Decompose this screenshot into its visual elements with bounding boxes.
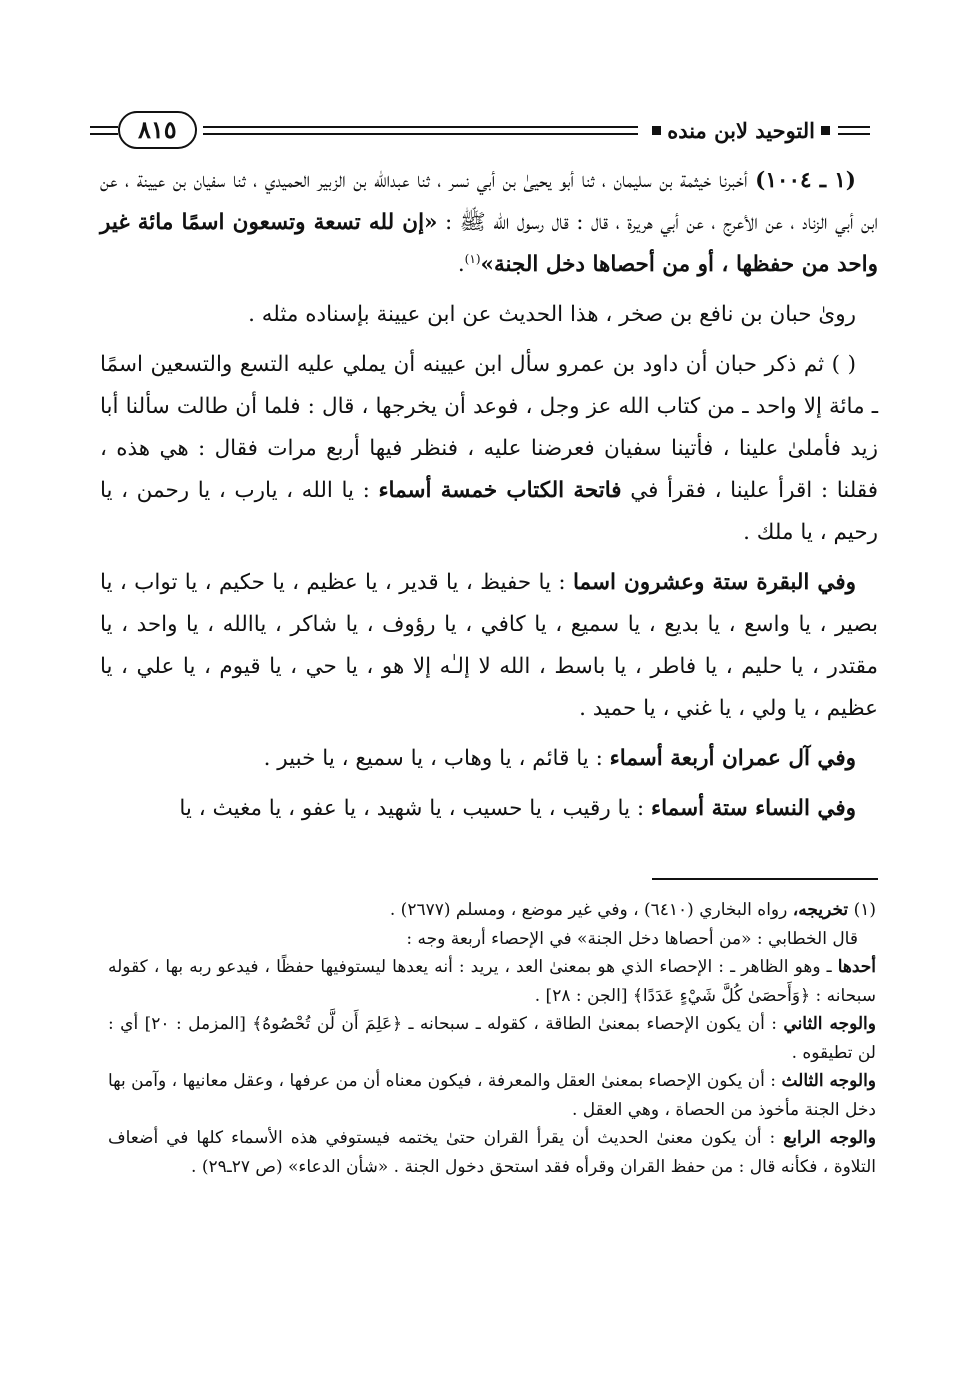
story-marker: ( ) — [831, 352, 856, 377]
nisa-paragraph — [100, 788, 878, 830]
footnote-1 — [108, 896, 876, 925]
footnote-divider — [652, 878, 878, 880]
first-aspect-label: أحدها — [837, 957, 876, 977]
footnote-1-marker: (١) — [853, 900, 876, 920]
third-aspect-text: : أن يكون الإحصاء بمعنىٰ العقل والمعرفة ، فيكون معناه أن من عرفها ، وعقل معانيها ، وآمن بها دخل الجنة مأخوذ من الحصاة ، وهي العقل . — [108, 1071, 876, 1120]
first-aspect — [108, 953, 876, 1010]
second-aspect-text: : أن يكون الإحصاء بمعنىٰ الطاقة ، كقوله ـ سبحانه ـ ﴿عَلِمَ أَن لَّن تُحْصُوهُ﴾ [المزمل : ٢٠] أي : لن تطيقوه . — [108, 1014, 876, 1063]
hadith-number: (١ ـ ١٠٠٤) — [755, 168, 856, 193]
khattabi-line: قال الخطابي : «من أحصاها دخل الجنة» في الإحصاء أربعة وجه : — [406, 928, 858, 949]
running-header — [90, 108, 870, 152]
header-rule-middle — [203, 126, 639, 135]
nisa-heading: وفي النساء ستة أسماء — [651, 796, 856, 821]
story-part2: : يا الله ، يارب ، يا رحمن ، يا رحيم ، يا ملك . — [100, 478, 878, 545]
first-aspect-text: ـ وهو الظاهر ـ : الإحصاء الذي هو بمعنىٰ العد ، يريد : أنه يعدها ليستوفيها حفظًا ، فيدعو ربه بها ، كقوله سبحانه : ﴿وَأَحصَىٰ كُلَّ شَيْءٍ عَدَدًا﴾ [الجن : ٢٨] . — [108, 957, 876, 1006]
hadith-text: «إن لله تسعة وتسعون اسمًا مائة غير واحد من حفظها ، أو من أحصاها دخل الجنة» — [100, 210, 878, 277]
page-number: ٨١٥ — [118, 111, 197, 149]
book-title — [652, 118, 830, 143]
square-bullet-icon — [821, 126, 830, 135]
imran-heading: وفي آل عمران أربعة أسماء — [609, 746, 856, 771]
square-bullet-icon — [652, 126, 661, 135]
header-rule-left — [90, 126, 118, 135]
hadith-paragraph — [100, 160, 878, 286]
footnote-1-label: تخريجه، — [792, 900, 849, 920]
story-part1: ثم ذكر حبان أن داود بن عمرو سأل ابن عيينه أن يملي عليه التسع والتسعين اسمًا ـ مائة إلا واحد ـ من كتاب الله عز وجل ، فوعد أن يخرجها ، قال : فلما أن طالت سألنا أبا زيد فأملىٰ علينا ، فأتينا سفيان فعرضنا عليه ، فنظر فيها أربع مرات فقال : هي هذه ، فقلنا : اقرأ علينا ، فقرأ في — [100, 352, 879, 503]
nisa-text: : يا رقيب ، يا حسيب ، يا شهيد ، يا عفو ، يا مغيث ، يا — [179, 796, 645, 821]
baqara-paragraph — [100, 562, 878, 730]
narration-paragraph: روىٰ حبان بن نافع بن صخر ، هذا الحديث عن ابن عيينة بإسناده مثله . — [248, 302, 856, 327]
fatiha-heading: فاتحة الكتاب خمسة أسماء — [378, 478, 622, 503]
footnote-1-text: رواه البخاري (٦٤١٠) ، وفي غير موضع ، ومسلم (٢٦٧٧) . — [389, 900, 788, 920]
header-rule-right — [838, 126, 870, 135]
second-aspect — [108, 1010, 876, 1067]
footnote-marker: (١) — [464, 251, 481, 266]
baqara-text: : يا حفيظ ، يا قدير ، يا عظيم ، يا حكيم ، يا تواب ، يا بصير ، يا واسع ، يا بديع ، يا سميع ، يا كافي ، يا رؤوف ، يا شاكر ، ياالله ، يا واحد ، يا مقتدر ، يا حليم ، يا فاطر ، يا باسط ، الله لا إلـٰه إلا هو ، يا حي ، يا قيوم ، يا علي ، يا عظيم ، يا ولي ، يا غني ، يا حميد . — [100, 570, 878, 721]
footnotes — [108, 896, 876, 1181]
second-aspect-label: والوجه الثاني — [783, 1014, 876, 1034]
main-text — [100, 160, 878, 838]
third-aspect-label: والوجه الثالث — [781, 1071, 876, 1091]
story-paragraph — [100, 344, 878, 554]
fourth-aspect — [108, 1124, 876, 1181]
fourth-aspect-label: والوجه الرابع — [783, 1128, 876, 1148]
third-aspect — [108, 1067, 876, 1124]
imran-text: : يا قائم ، يا وهاب ، يا سميع ، يا خبير . — [263, 746, 603, 771]
book-title-text: التوحيد لابن منده — [667, 117, 815, 143]
hadith-chain: أخبرنا خيثمة بن سليمان ، ثنا أبو يحيىٰ بن أبي نسر ، ثنا عبدالله بن الزبير الحميدي ، ثنا سفيان بن عيينة ، عن ابن أبي الزناد ، عن الأعرج ، عن أبي هريرة ، قال : قال رسول الله ﷺ : — [100, 168, 878, 235]
hadith-end: . — [457, 252, 465, 277]
baqara-heading: وفي البقرة ستة وعشرون اسما — [572, 570, 856, 595]
fourth-aspect-text: : أن يكون معنىٰ الحديث أن يقرأ القران حتىٰ يختمه فيستوفي هذه الأسماء كلها في أضعاف التلاوة ، فكأنه قال : من حفظ القران وقرأه فقد استحق دخول الجنة . «شأن الدعاء» (ص ٢٧ـ٢٩) . — [108, 1128, 876, 1177]
imran-paragraph — [100, 738, 878, 780]
